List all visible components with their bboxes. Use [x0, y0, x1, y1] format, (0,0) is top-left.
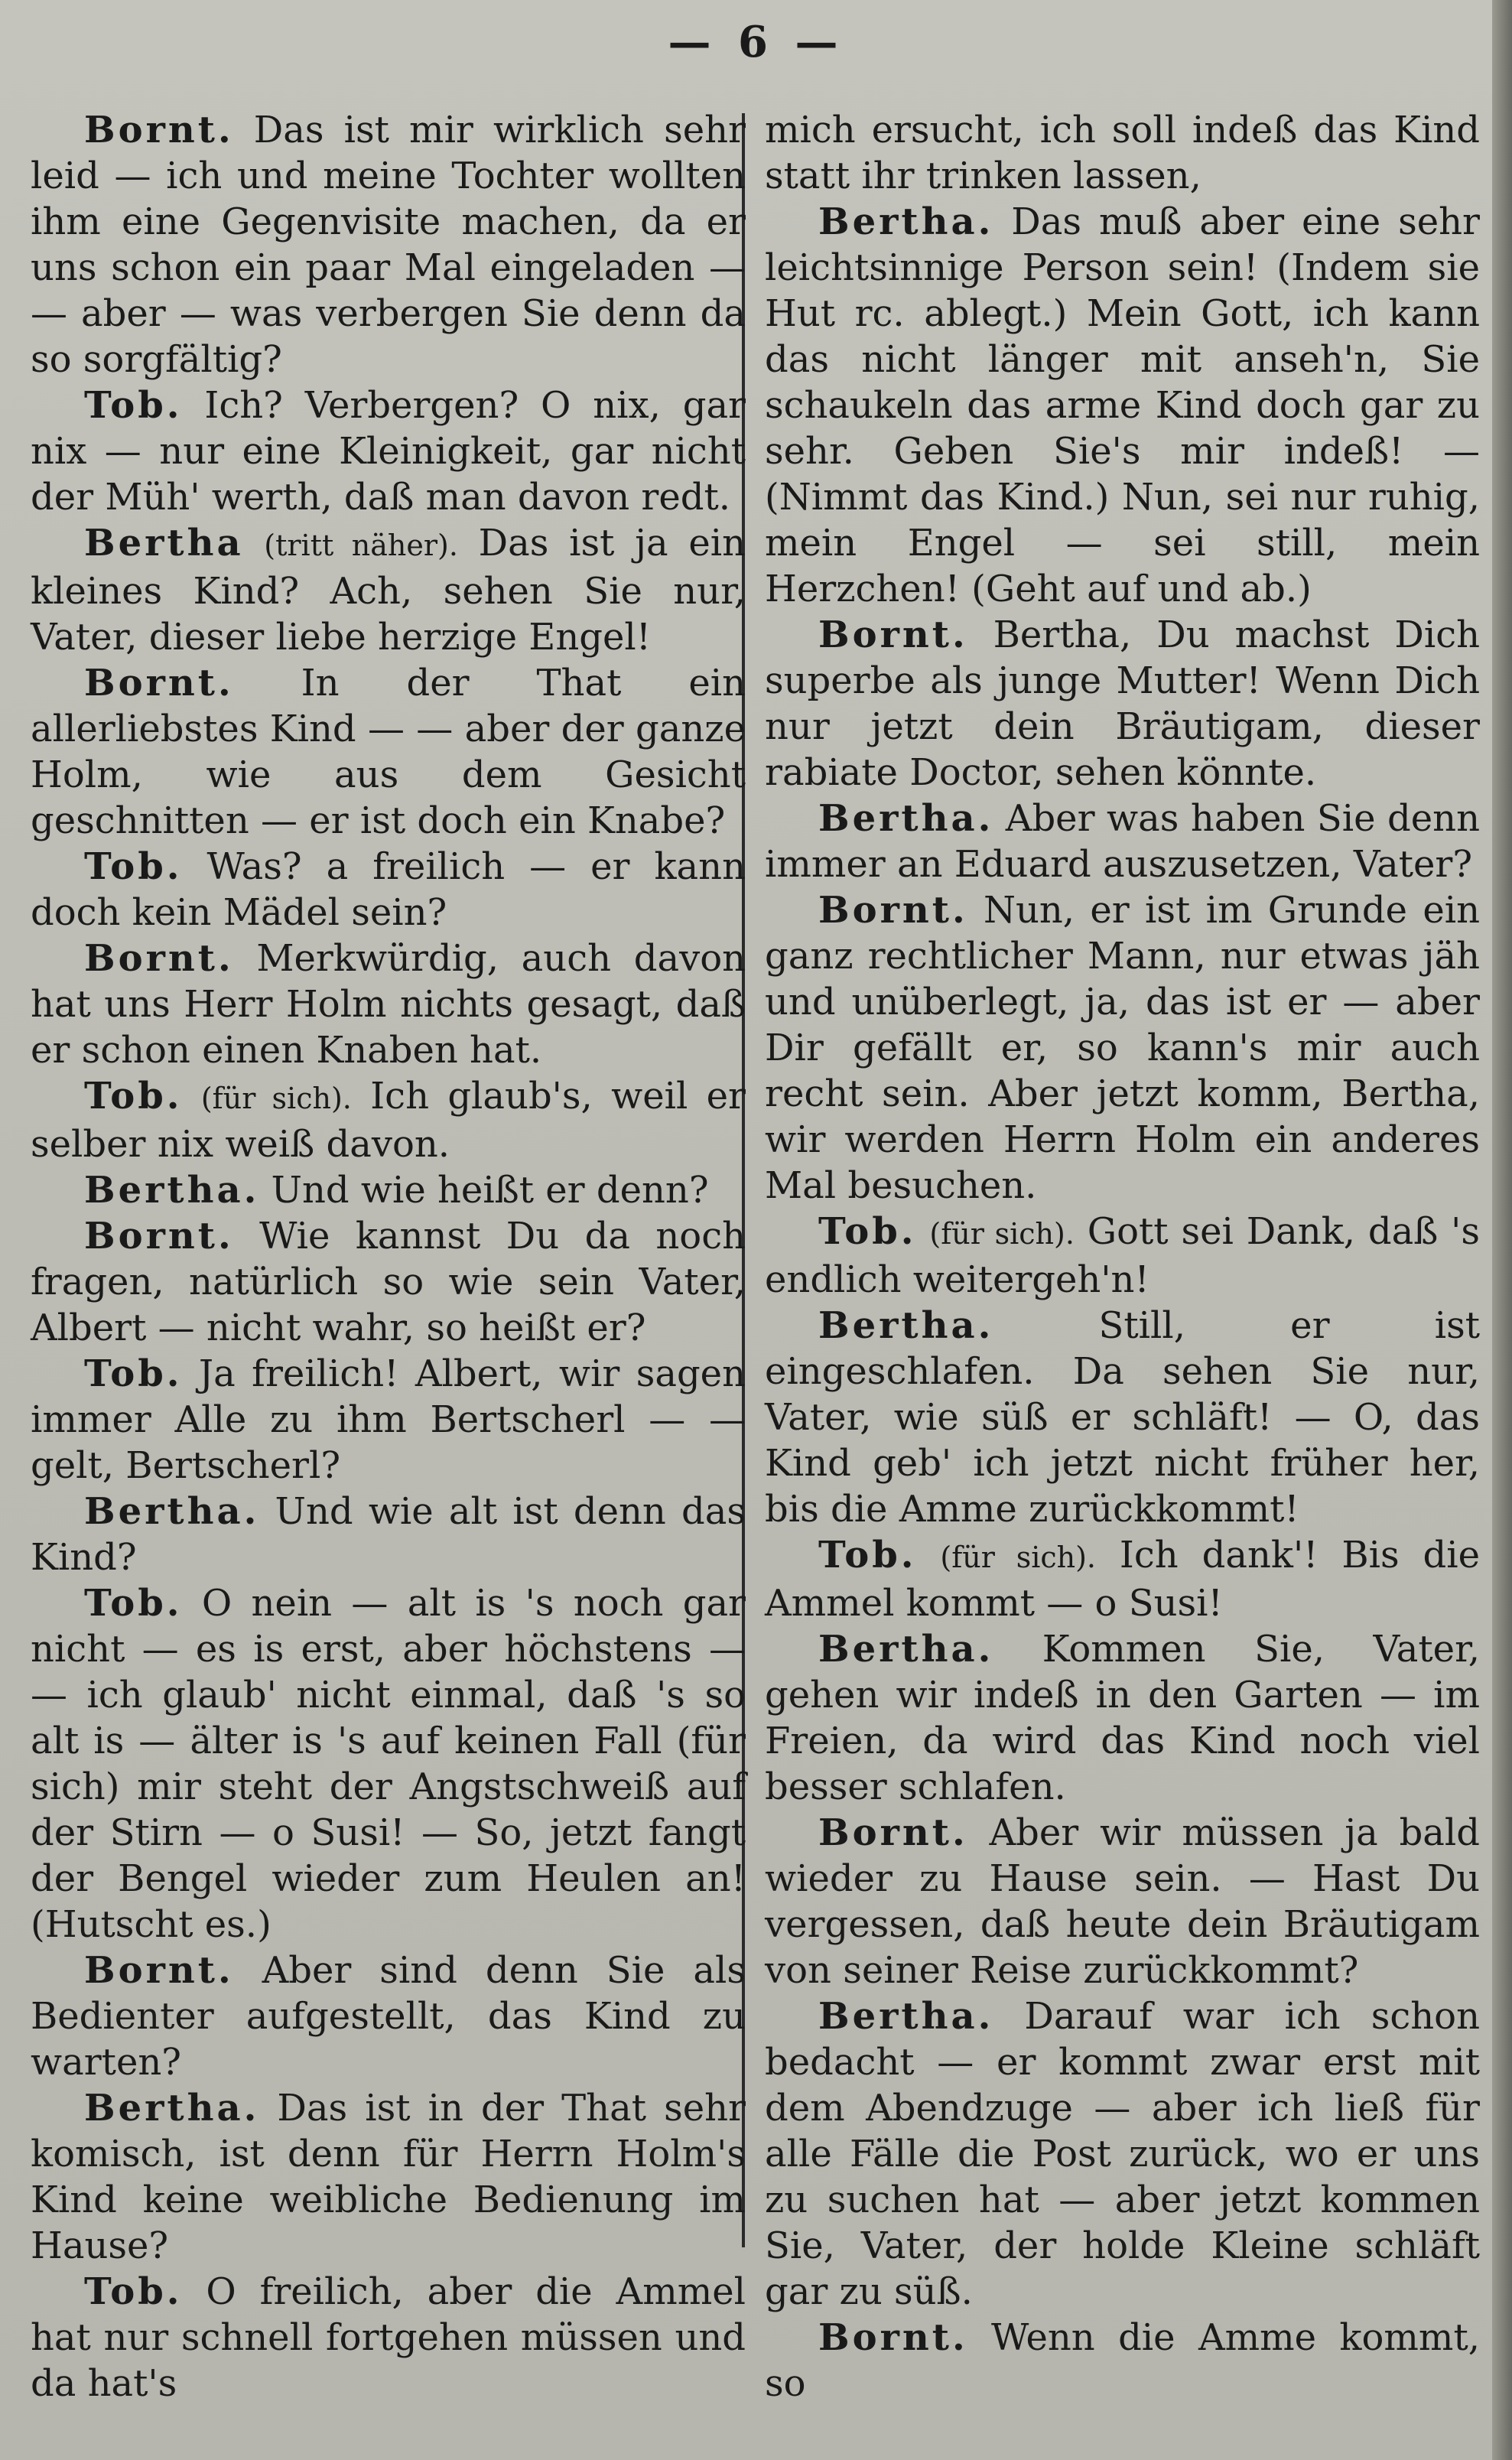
dialogue-paragraph — [31, 1073, 746, 1167]
dialogue-paragraph — [31, 1167, 746, 1213]
dialogue-text: Aber sind denn Sie als Bedienter aufgestellt, das Kind zu warten? — [31, 1949, 746, 2084]
speaker-name: Bertha. — [84, 2087, 260, 2130]
dialogue-text: Merkwürdig, auch davon hat uns Herr Holm nichts gesagt, daß er schon einen Knaben hat. — [31, 937, 746, 1072]
dialogue-paragraph — [31, 107, 746, 382]
dialogue-paragraph — [31, 2085, 746, 2269]
dialogue-text: Aber was haben Sie denn immer an Eduard auszusetzen, Vater? — [765, 797, 1480, 886]
dialogue-paragraph — [31, 520, 746, 660]
dialogue-text: Wenn die Amme kommt, so — [765, 2316, 1480, 2405]
right-column — [765, 107, 1480, 2406]
dialogue-paragraph — [31, 936, 746, 1073]
dialogue-text: Ich glaub's, weil er selber nix weiß davon. — [31, 1075, 746, 1166]
dialogue-paragraph — [765, 1209, 1480, 1303]
dialogue-paragraph — [765, 1303, 1480, 1532]
dialogue-text: Das ist ja ein kleines Kind? Ach, sehen Sie nur, Vater, dieser liebe herzige Engel! — [31, 522, 746, 659]
dialogue-paragraph — [765, 199, 1480, 612]
speaker-name: Bertha. — [818, 1628, 994, 1671]
speaker-name: Bertha. — [818, 200, 994, 243]
speaker-name: Tob. — [84, 1582, 183, 1625]
dialogue-text: Ich dank'! Bis die Ammel kommt — o Susi! — [765, 1534, 1481, 1625]
speaker-name: Bertha. — [84, 1490, 260, 1533]
speaker-name: Tob. — [84, 2270, 183, 2313]
dialogue-text: Das muß aber eine sehr leichtsinnige Person sein! (Indem sie Hut rc. ablegt.) Mein Gott, ich kann das nicht länger mit anseh'n, Sie schaukeln das arme Kind doch gar zu sehr. Geben Sie's mir indeß! — (Nimmt das Kind.) Nun, sei nur ruhig, mein Engel — sei still, mein Herzchen! (Geht auf und ab.) — [765, 200, 1480, 610]
dialogue-paragraph — [31, 1580, 746, 1948]
dialogue-text: Was? a freilich — er kann doch kein Mädel sein? — [31, 845, 746, 934]
speaker-name: Bertha. — [818, 797, 994, 840]
speaker-name: Tob. — [84, 1352, 183, 1395]
speaker-name: Bornt. — [818, 889, 968, 932]
page-number: — 6 — — [668, 17, 844, 67]
dialogue-paragraph — [765, 2315, 1480, 2406]
speaker-name: Bornt. — [84, 1215, 234, 1258]
dialogue-text: Kommen Sie, Vater, gehen wir indeß in den Garten — im Freien, da wird das Kind noch viel besser schlafen. — [765, 1628, 1480, 1808]
speaker-name: Tob. — [84, 384, 183, 427]
dialogue-paragraph — [765, 1993, 1480, 2315]
speaker-name: Bornt. — [84, 109, 234, 151]
speaker-name: Tob. — [818, 1210, 917, 1253]
dialogue-text: Ja freilich! Albert, wir sagen immer Alle zu ihm Bertscherl — — gelt, Bertscherl? — [31, 1352, 746, 1487]
dialogue-paragraph — [31, 1489, 746, 1580]
dialogue-text: mich ersucht, ich soll indeß das Kind statt ihr trinken lassen, — [765, 109, 1480, 197]
dialogue-text: Und wie heißt er denn? — [259, 1169, 709, 1212]
dialogue-text: Still, er ist eingeschlafen. Da sehen Sie nur, Vater, wie süß er schläft! — O, das Kind geb' ich jetzt nicht früher her, bis die Amme zurückkommt! — [765, 1304, 1480, 1531]
dialogue-text: O nein — alt is 's noch gar nicht — es is erst, aber höchstens — — ich glaub' nicht einmal, daß 's so alt is — älter is 's auf keinen Fall (für sich) mir steht der Angstschweiß auf der Stirn — o Susi! — So, jetzt fangt der Bengel wieder zum Heulen an! (Hutscht es.) — [31, 1582, 746, 1946]
dialogue-paragraph — [765, 612, 1480, 796]
speaker-name: Bornt. — [84, 937, 234, 980]
dialogue-paragraph — [765, 1532, 1480, 1626]
stage-direction: (für sich). — [940, 1541, 1097, 1574]
dialogue-paragraph — [765, 1810, 1480, 1993]
dialogue-paragraph — [31, 382, 746, 520]
stage-direction: (tritt näher). — [264, 529, 458, 562]
dialogue-paragraph — [31, 660, 746, 844]
speaker-name: Tob. — [84, 845, 183, 888]
speaker-name: Bornt. — [818, 613, 968, 656]
dialogue-text: Das ist in der That sehr komisch, ist denn für Herrn Holm's Kind keine weibliche Bedienung im Hause? — [31, 2087, 746, 2267]
speaker-name: Bornt. — [818, 2316, 968, 2359]
speaker-name: Bertha — [84, 522, 244, 565]
dialogue-text: Das ist mir wirklich sehr leid — ich und meine Tochter wollten ihm eine Gegenvisite machen, da er uns schon ein paar Mal eingeladen — — aber — was verbergen Sie denn da so sorgfältig? — [31, 109, 746, 381]
dialogue-paragraph — [765, 796, 1480, 887]
dialogue-paragraph — [31, 1948, 746, 2085]
speaker-name: Bornt. — [84, 1949, 234, 1992]
speaker-name: Bornt. — [818, 1811, 968, 1854]
dialogue-text: Ich? Verbergen? O nix, gar nix — nur eine Kleinigkeit, gar nicht der Müh' werth, daß man davon redt. — [31, 384, 746, 519]
speaker-name: Bertha. — [818, 1304, 994, 1347]
dialogue-text: O freilich, aber die Ammel hat nur schnell fortgehen müssen und da hat's — [31, 2270, 746, 2405]
dialogue-paragraph — [31, 1213, 746, 1351]
dialogue-text: Aber wir müssen ja bald wieder zu Hause sein. — Hast Du vergessen, daß heute dein Bräutigam von seiner Reise zurückkommt? — [765, 1811, 1480, 1992]
dialogue-paragraph — [31, 1351, 746, 1489]
speaker-name: Bertha. — [818, 1995, 994, 2038]
dialogue-paragraph — [765, 887, 1480, 1209]
stage-direction: (für sich). — [200, 1082, 352, 1115]
speaker-name: Tob. — [84, 1075, 183, 1118]
dialogue-paragraph — [765, 107, 1480, 199]
dialogue-text: Wie kannst Du da noch fragen, natürlich so wie sein Vater, Albert — nicht wahr, so heißt er? — [31, 1215, 746, 1349]
dialogue-paragraph — [765, 1626, 1480, 1810]
dialogue-paragraph — [31, 844, 746, 936]
dialogue-text: Darauf war ich schon bedacht — er kommt zwar erst mit dem Abendzuge — aber ich ließ für alle Fälle die Post zurück, wo er uns zu suchen hat — aber jetzt kommen Sie, Vater, der holde Kleine schläft gar zu süß. — [765, 1995, 1480, 2313]
speaker-name: Bornt. — [84, 662, 234, 704]
dialogue-text: Gott sei Dank, daß 's endlich weitergeh'n! — [765, 1210, 1481, 1301]
speaker-name: Bertha. — [84, 1169, 260, 1212]
page-edge — [1492, 0, 1512, 2460]
dialogue-text: Nun, er ist im Grunde ein ganz rechtlicher Mann, nur etwas jäh und unüberlegt, ja, das ist er — aber Dir gefällt er, so kann's mir auch recht sein. Aber jetzt komm, Bertha, wir werden Herrn Holm ein anderes Mal besuchen. — [765, 889, 1480, 1207]
dialogue-text: Und wie alt ist denn das Kind? — [31, 1490, 746, 1579]
dialogue-text: In der That ein allerliebstes Kind — — aber der ganze Holm, wie aus dem Gesicht geschnitten — er ist doch ein Knabe? — [31, 662, 746, 842]
stage-direction: (für sich). — [929, 1217, 1075, 1251]
dialogue-paragraph — [31, 2269, 746, 2406]
speaker-name: Tob. — [818, 1534, 917, 1577]
left-column — [31, 107, 746, 2406]
dialogue-text: Bertha, Du machst Dich superbe als junge Mutter! Wenn Dich nur jetzt dein Bräutigam, dieser rabiate Doctor, sehen könnte. — [765, 613, 1480, 794]
